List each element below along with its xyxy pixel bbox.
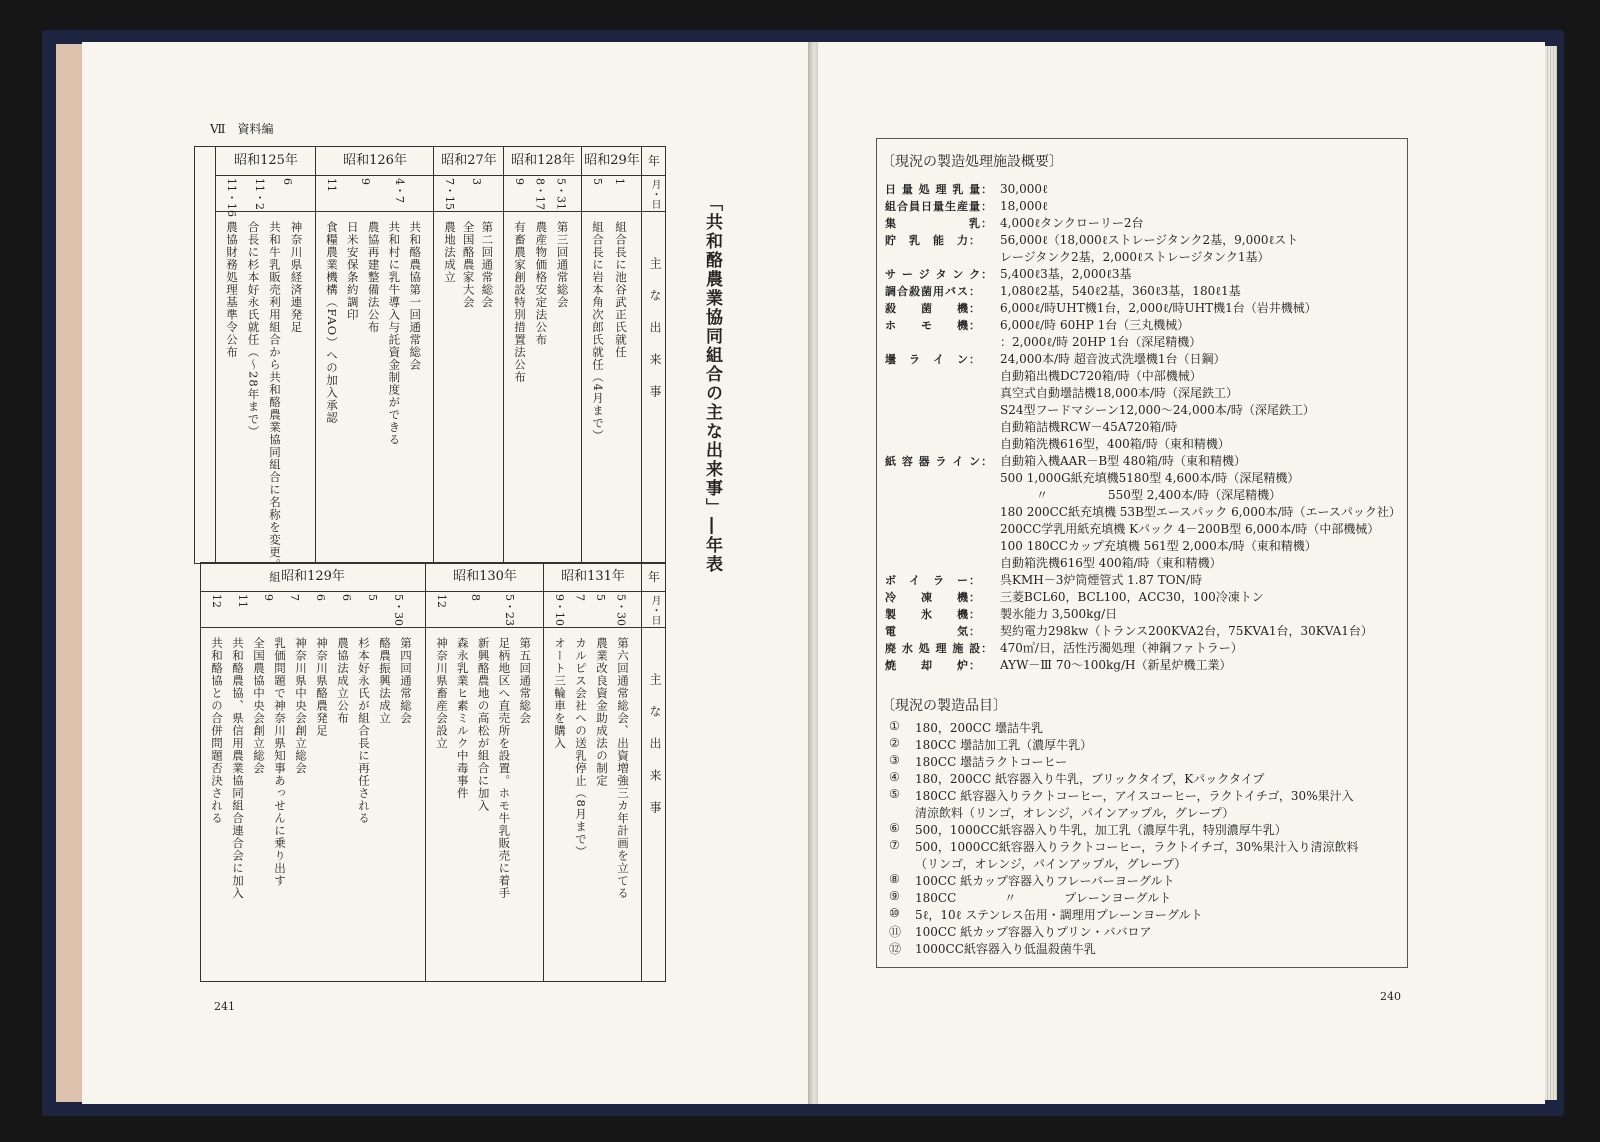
event-text: 全国酪農家大会 bbox=[461, 221, 476, 309]
facility-row bbox=[885, 351, 1000, 368]
facility-label: 貯 乳 能 力： bbox=[885, 234, 981, 247]
event-date: 11 bbox=[236, 594, 249, 608]
product-text: 180，200CC 壜詰牛乳 bbox=[915, 721, 1043, 735]
year-header: 昭和131年 bbox=[544, 563, 642, 592]
event-text: 農協法成立公布 bbox=[336, 637, 350, 725]
products-title: 〔現況の製造品目〕 bbox=[881, 698, 1007, 714]
event-text: 日米安保条約調印 bbox=[345, 221, 360, 321]
product-number: ① bbox=[889, 719, 900, 733]
facility-value: 56,000ℓ（18,000ℓストレージタンク2基，9,000ℓスト bbox=[1000, 233, 1299, 247]
running-head: Ⅶ 資料編 bbox=[210, 122, 274, 136]
event-date: 7 bbox=[288, 594, 301, 601]
facility-label: 電 気： bbox=[885, 625, 981, 638]
year-header: 昭和130年 bbox=[426, 563, 544, 592]
facility-value: 30,000ℓ bbox=[1000, 182, 1048, 196]
year-header: 昭和27年 bbox=[434, 147, 504, 176]
event-date: 6 bbox=[281, 178, 294, 185]
event-text: 第二回通常総会 bbox=[480, 221, 495, 309]
event-text: 共和牛乳販売利用組合から共和酪農業協同組合に名称を変更。組 bbox=[268, 221, 282, 584]
facility-value: ：2,000ℓ/時 20HP 1台（深尾精機） bbox=[1000, 335, 1202, 349]
event-date: 9 bbox=[262, 594, 275, 601]
event-date: 9 bbox=[513, 178, 526, 185]
event-text: 杉本好永氏が組合長に再任される bbox=[357, 637, 371, 825]
event-date: 5・31 bbox=[554, 178, 568, 210]
facility-value: 自動箱出機DC720箱/時（中部機械） bbox=[1000, 369, 1202, 383]
event-text: 森永乳業ヒ素ミルク中毒事件 bbox=[455, 637, 470, 800]
event-text: 神奈川県酪農発足 bbox=[315, 637, 329, 737]
product-text: 180CC 壜詰加工乳（濃厚牛乳） bbox=[915, 738, 1093, 752]
product-text: 1000CC紙容器入り低温殺菌牛乳 bbox=[915, 942, 1096, 956]
event-text: 酪農振興法成立 bbox=[378, 637, 392, 725]
label-column bbox=[641, 563, 666, 981]
facility-value: 製氷能力 3,500kg/日 bbox=[1000, 607, 1118, 621]
year-column bbox=[201, 563, 425, 981]
year-column bbox=[581, 147, 642, 563]
facility-value: 4,000ℓタンクローリー2台 bbox=[1000, 216, 1144, 230]
facility-row bbox=[885, 232, 1000, 249]
facility-label: 壜 ラ イ ン： bbox=[885, 353, 981, 366]
product-text: 清涼飲料（リンゴ，オレンジ，パインアップル，グレープ） bbox=[915, 806, 1235, 820]
product-text: 5ℓ，10ℓ ステンレス缶用・調理用プレーンヨーグルト bbox=[915, 908, 1203, 922]
facility-value: 自動箱洗機616型 400箱/時（東和精機） bbox=[1000, 556, 1222, 570]
event-text: 有畜農家創設特別措置法公布 bbox=[513, 221, 527, 384]
event-date: 5 bbox=[594, 594, 607, 601]
product-number: ⑦ bbox=[889, 838, 900, 852]
product-number: ⑪ bbox=[889, 925, 902, 939]
product-text: 180CC 〃 プレーンヨーグルト bbox=[915, 891, 1172, 905]
facility-value: S24型フードマシーン12,000～24,000本/時（深尾鉄工） bbox=[1000, 403, 1315, 417]
event-date: 12 bbox=[435, 594, 448, 608]
product-text: 100CC 紙カップ容器入りフレーバーヨーグルト bbox=[915, 874, 1175, 888]
facility-row bbox=[885, 198, 1000, 215]
event-text: 共和酪協との合併問題否決される bbox=[210, 637, 224, 825]
event-date: 3 bbox=[470, 178, 483, 185]
event-text: 共和酪農協第一回通常総会 bbox=[408, 221, 423, 371]
facility-label: 紙 容 器 ラ イ ン： bbox=[885, 455, 994, 468]
header-year: 年 bbox=[642, 147, 666, 176]
facility-value: 呉KMH－3炉筒煙管式 1.87 TON/時 bbox=[1000, 573, 1203, 587]
facility-value: 自動箱洗機616型，400箱/時（東和精機） bbox=[1000, 437, 1230, 451]
chronology-table-lower bbox=[200, 562, 666, 982]
facility-row bbox=[885, 657, 1000, 674]
chronology-title: 「共和酪農業協同組合の主な出来事」―年表 bbox=[702, 194, 722, 574]
product-text: 180CC 壜詰ラクトコーヒー bbox=[915, 755, 1068, 769]
facilities-title: 〔現況の製造処理施設概要〕 bbox=[881, 154, 1063, 170]
year-column bbox=[543, 563, 642, 981]
year-header: 昭和125年 bbox=[216, 147, 316, 176]
facility-value: 自動箱詰機RCW－45A720箱/時 bbox=[1000, 420, 1178, 434]
product-text: 180，200CC 紙容器入り牛乳，ブリックタイプ，Kパックタイプ bbox=[915, 772, 1265, 786]
facility-label: 焼 却 炉： bbox=[885, 659, 981, 672]
event-text: 組合長に岩本角次郎氏就任（4月まで） bbox=[591, 221, 605, 442]
year-column bbox=[315, 147, 434, 563]
product-number: ⑨ bbox=[889, 889, 900, 903]
facility-label: 組合員日量生産量： bbox=[885, 200, 993, 213]
facility-value: 500 1,000G紙充填機5180型 4,600本/時（深尾精機） bbox=[1000, 471, 1300, 485]
year-header: 昭和126年 bbox=[316, 147, 434, 176]
facility-row bbox=[885, 300, 1000, 317]
facility-row bbox=[885, 453, 1000, 470]
event-date: 5 bbox=[591, 178, 604, 185]
facility-row bbox=[885, 623, 1000, 640]
product-text: 100CC 紙カップ容器入りプリン・ババロア bbox=[915, 925, 1152, 939]
event-date: 7 bbox=[573, 594, 587, 601]
facility-row bbox=[885, 572, 1000, 589]
event-text: 神奈川県経済連発足 bbox=[289, 221, 304, 334]
header-events: 主な出来事 bbox=[648, 673, 662, 833]
facility-value: 真空式自動壜詰機18,000本/時（深尾鉄工） bbox=[1000, 386, 1239, 400]
year-column bbox=[433, 147, 504, 563]
event-text: 神奈川県中央会創立総会 bbox=[294, 637, 308, 775]
event-date: 4・7 bbox=[393, 178, 406, 203]
event-date: 6 bbox=[314, 594, 327, 601]
label-column bbox=[641, 147, 666, 563]
facility-value: 24,000本/時 超音波式洗壜機1台（日鋼） bbox=[1000, 352, 1226, 366]
facility-row bbox=[885, 317, 1000, 334]
event-date: 8・17 bbox=[533, 178, 547, 210]
product-number: ⑧ bbox=[889, 872, 900, 886]
event-text: 農業改良資金助成法の制定 bbox=[595, 637, 609, 787]
facility-row bbox=[885, 606, 1000, 623]
product-text: 500，1000CC紙容器入りラクトコーヒー，ラクトイチゴ，30%果汁入り清涼飲料 bbox=[915, 840, 1359, 854]
event-date: 7・15 bbox=[443, 178, 456, 210]
year-header: 昭和128年 bbox=[504, 147, 582, 176]
facility-label: サ ー ジ タ ン ク： bbox=[885, 268, 994, 281]
header-events: 主な出来事 bbox=[648, 257, 662, 417]
event-text: 共和村に乳牛導入与託資金制度ができる bbox=[387, 221, 402, 446]
facility-value: 契約電力298kw（トランス200KVA2台，75KVA1台，30KVA1台） bbox=[1000, 624, 1373, 638]
event-date: 5 bbox=[366, 594, 379, 601]
facility-row bbox=[885, 215, 1000, 232]
event-text: 組合長に池谷武正氏就任 bbox=[614, 221, 628, 359]
product-number: ⑩ bbox=[889, 906, 900, 920]
event-text: 全国農協中央会創立総会 bbox=[252, 637, 266, 775]
facility-value: 6,000ℓ/時UHT機1台，2,000ℓ/時UHT機1台（岩井機械） bbox=[1000, 301, 1317, 315]
event-date: 1 bbox=[613, 178, 626, 185]
event-date: 11 bbox=[325, 178, 338, 192]
facility-label: 廃 水 処 理 施 設： bbox=[885, 642, 994, 655]
header-date: 月・日 bbox=[649, 595, 660, 625]
facility-label: 冷 凍 機： bbox=[885, 591, 981, 604]
event-text: 第四回通常総会 bbox=[399, 637, 413, 725]
facility-label: 調合殺菌用バス： bbox=[885, 285, 981, 298]
event-text: 共和酪農協、県信用農業協同組合連合会に加入 bbox=[231, 637, 245, 900]
facility-row bbox=[885, 589, 1000, 606]
event-date: 11・2 bbox=[253, 178, 266, 210]
event-text: 農協再建整備法公布 bbox=[366, 221, 381, 334]
event-date: 9・10 bbox=[553, 594, 566, 626]
facility-value: 自動箱入機AAR－B型 480箱/時（東和精機） bbox=[1000, 454, 1246, 468]
facility-label: ボ イ ラ ー： bbox=[885, 574, 981, 587]
product-number: ⑤ bbox=[889, 787, 900, 801]
facility-label: 製 氷 機： bbox=[885, 608, 981, 621]
year-column bbox=[503, 147, 582, 563]
event-text: 農協財務処理基準令公布 bbox=[225, 221, 239, 359]
facility-value: レージタンク2基，2,000ℓストレージタンク1基） bbox=[1000, 250, 1270, 264]
event-text: 農産物価格安定法公布 bbox=[534, 221, 549, 346]
facility-value: 470㎥/日，活性汚濁処理（神鋼ファトラー） bbox=[1000, 641, 1243, 655]
event-text: 神奈川県畜産会設立 bbox=[435, 637, 449, 750]
product-number: ③ bbox=[889, 753, 900, 767]
event-text: 新興酪農地の高松が組合に加入 bbox=[476, 637, 491, 812]
facility-value: AYW－Ⅲ 70～100kg/H（新星炉機工業） bbox=[1000, 658, 1232, 672]
facility-value: 180 200CC紙充填機 53B型エースパック 6,000本/時（エースパック社） bbox=[1000, 505, 1401, 519]
facility-label: 集 乳： bbox=[885, 217, 993, 230]
event-date: 8 bbox=[469, 594, 482, 601]
product-number: ② bbox=[889, 736, 900, 750]
facility-row bbox=[885, 640, 1000, 657]
event-text: 第六回通常総会、出資増強三カ年計画を立てる bbox=[616, 637, 630, 900]
event-text: カルピス会社への送乳停止（8月まで） bbox=[574, 637, 588, 858]
product-text: 500，1000CC紙容器入り牛乳，加工乳（濃厚牛乳，特別濃厚牛乳） bbox=[915, 823, 1287, 837]
year-header: 昭和29年 bbox=[582, 147, 642, 176]
facility-label: 日 量 処 理 乳 量： bbox=[885, 183, 994, 196]
event-date: 11・16 bbox=[225, 178, 238, 217]
event-date: 5・30 bbox=[614, 594, 628, 626]
facility-value: 5,400ℓ3基，2,000ℓ3基 bbox=[1000, 267, 1132, 281]
facility-value: 6,000ℓ/時 60HP 1台（三丸機械） bbox=[1000, 318, 1190, 332]
event-text: 第三回通常総会 bbox=[555, 221, 570, 309]
page-edge-strip bbox=[56, 44, 84, 1102]
year-header: 昭和129年 bbox=[201, 563, 425, 592]
event-text: 食糧農業機構（FAO）への加入承認 bbox=[325, 221, 339, 424]
facility-label: ホ モ 機： bbox=[885, 319, 981, 332]
page-number-right: 240 bbox=[1380, 990, 1401, 1003]
page-number-left: 241 bbox=[214, 1000, 235, 1013]
event-text: 農地法成立 bbox=[443, 221, 457, 284]
facility-row bbox=[885, 283, 1000, 300]
page-edges bbox=[1545, 46, 1557, 1100]
product-number: ⑫ bbox=[889, 942, 902, 956]
product-number: ④ bbox=[889, 770, 900, 784]
event-date: 12 bbox=[210, 594, 223, 608]
event-text: 合長に杉本好永氏就任（～28年まで） bbox=[246, 221, 261, 438]
right-page bbox=[818, 42, 1545, 1104]
header-year: 年 bbox=[642, 563, 666, 592]
year-column bbox=[425, 563, 544, 981]
facility-row bbox=[885, 266, 1000, 283]
left-page bbox=[82, 42, 810, 1104]
event-text: 乳価問題で神奈川県知事あっせんに乗り出す bbox=[273, 637, 287, 887]
product-number: ⑥ bbox=[889, 821, 900, 835]
facility-row bbox=[885, 181, 1000, 198]
product-text: （リンゴ，オレンジ，パインアップル，グレープ） bbox=[915, 857, 1187, 871]
facility-value: 三菱BCL60，BCL100，ACC30，100冷凍トン bbox=[1000, 590, 1264, 604]
event-date: 5・23 bbox=[503, 594, 516, 626]
event-date: 6 bbox=[340, 594, 353, 601]
facility-label: 殺 菌 機： bbox=[885, 302, 981, 315]
event-text: 第五回通常総会 bbox=[518, 637, 533, 725]
facility-value: 100 180CCカップ充填機 561型 2,000本/時（東和精機） bbox=[1000, 539, 1317, 553]
header-date: 月・日 bbox=[649, 179, 660, 209]
facility-value: 1,080ℓ2基，540ℓ2基，360ℓ3基，180ℓ1基 bbox=[1000, 284, 1241, 298]
product-text: 180CC 紙容器入りラクトコーヒー，アイスコーヒー，ラクトイチゴ，30%果汁入 bbox=[915, 789, 1354, 803]
event-text: 足柄地区へ直売所を設置。ホモ牛乳販売に着手 bbox=[497, 637, 512, 900]
event-date: 9 bbox=[359, 178, 372, 185]
facility-value: 200CC学乳用紙充填機 Kパック 4－200B型 6,000本/時（中部機械） bbox=[1000, 522, 1380, 536]
facility-value: 〃 550型 2,400本/時（深尾精機） bbox=[1000, 488, 1282, 502]
facilities-box bbox=[876, 138, 1408, 968]
event-date: 5・30 bbox=[392, 594, 405, 626]
facility-value: 18,000ℓ bbox=[1000, 199, 1048, 213]
event-text: オート三輪車を購入 bbox=[553, 637, 567, 750]
